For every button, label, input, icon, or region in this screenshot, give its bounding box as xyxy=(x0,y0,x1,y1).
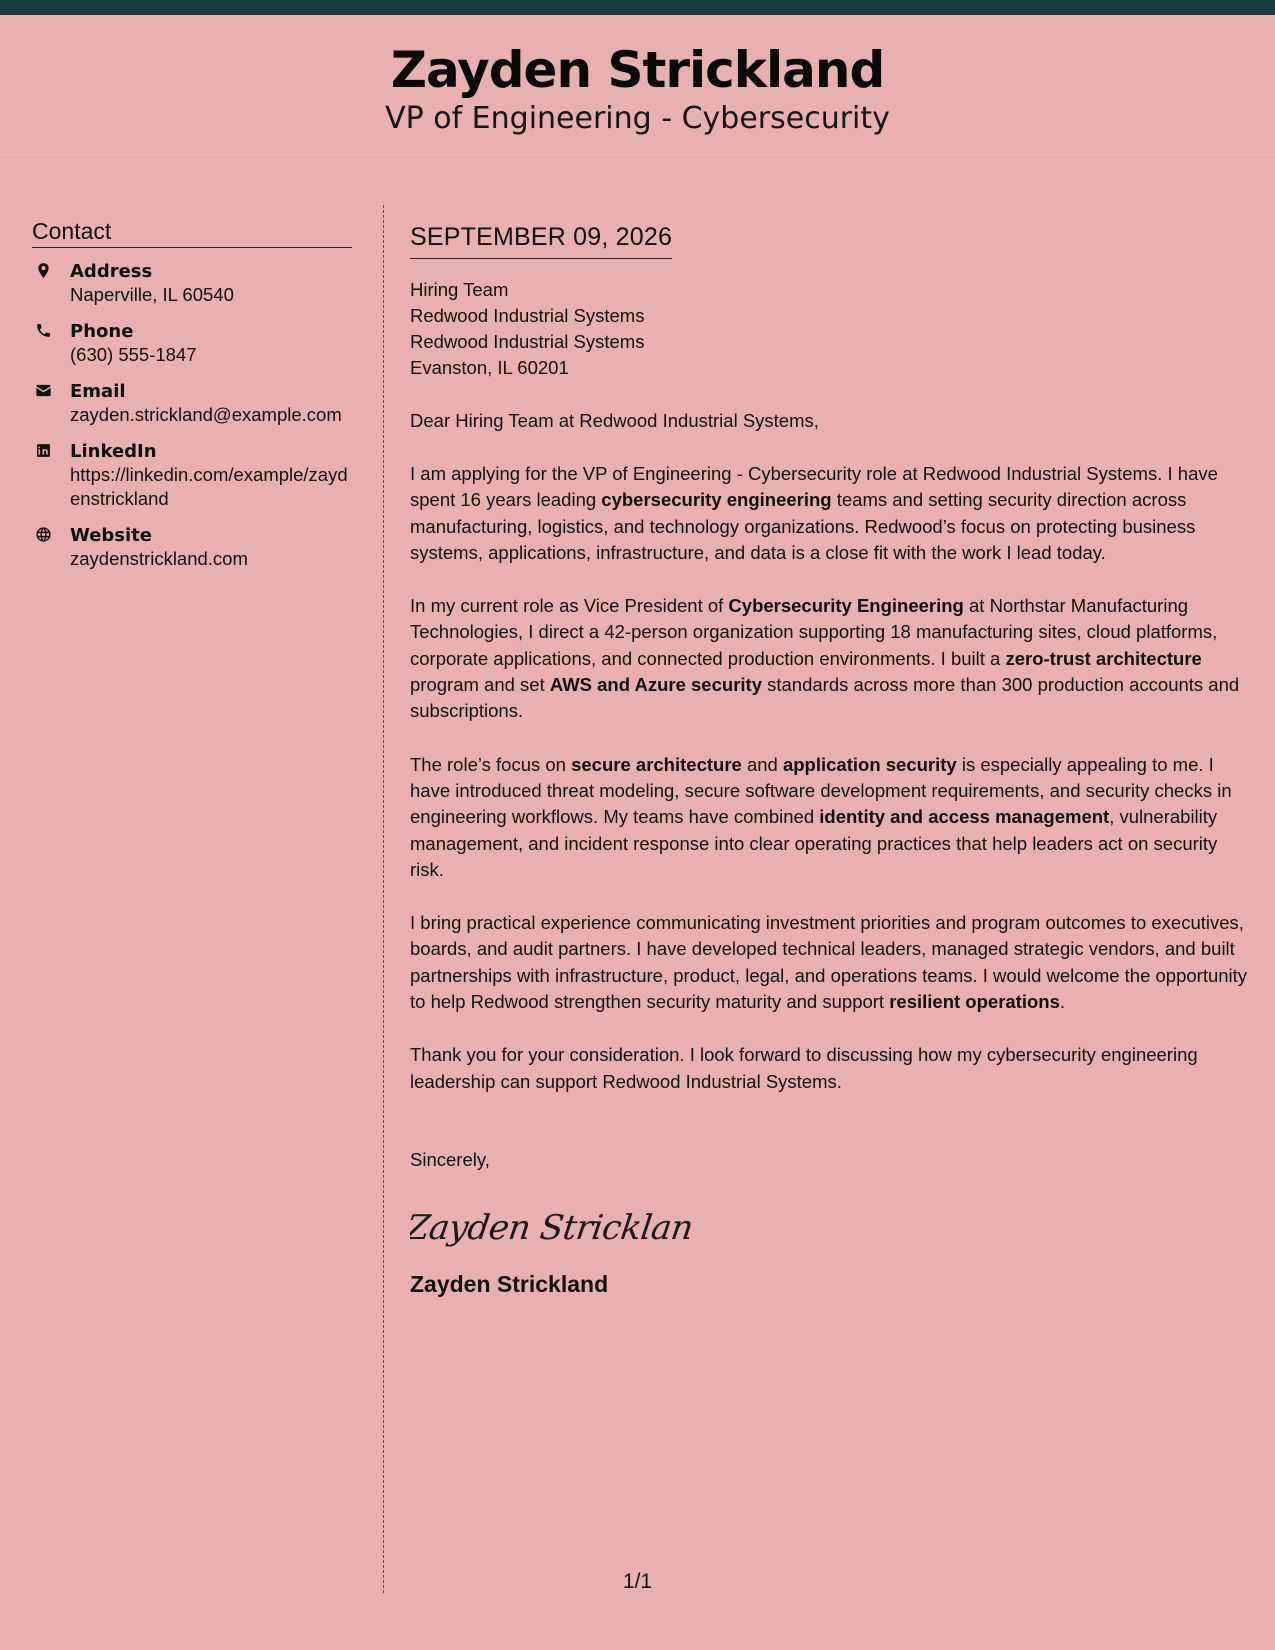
salutation: Dear Hiring Team at Redwood Industrial Systems, xyxy=(410,410,819,431)
linkedin-icon xyxy=(32,440,70,460)
recipient-block xyxy=(410,277,1250,381)
paragraph-text: I am applying for the VP of Engineering - Cybersecurity role at Redwood Industrial Systems. I have spent 16 years leading xyxy=(410,463,1218,511)
contact-value: Naperville, IL 60540 xyxy=(70,284,234,305)
candidate-name: Zayden Strickland xyxy=(390,41,885,99)
recipient-line: Redwood Industrial Systems xyxy=(410,305,645,326)
paragraph-text: program and set xyxy=(410,674,550,696)
candidate-title: VP of Engineering - Cybersecurity xyxy=(385,101,890,136)
page-number: 1/1 xyxy=(622,1570,653,1593)
paragraph-text: and xyxy=(741,753,783,775)
svg-text:Zayden Stricklan: Zayden Stricklan xyxy=(410,1208,696,1248)
highlighted-phrase: Cybersecurity Engineering xyxy=(728,595,964,617)
letter-date: SEPTEMBER 09, 2026 xyxy=(410,222,672,259)
globe-icon xyxy=(32,524,70,544)
recipient-line: Hiring Team xyxy=(410,279,509,300)
paragraph-text: The role’s focus on xyxy=(410,753,572,775)
contact-label: Website xyxy=(70,525,153,546)
paragraph-text: In my current role as Vice President of xyxy=(410,595,729,617)
contact-item-website xyxy=(32,524,352,571)
contact-item-linkedin xyxy=(32,440,352,511)
signature-image xyxy=(410,1201,1250,1253)
contact-list xyxy=(32,260,352,571)
contact-value: https://linkedin.com/example/zaydenstrickland xyxy=(70,464,348,509)
contact-item-address xyxy=(32,260,352,307)
highlighted-phrase: cybersecurity engineering xyxy=(601,489,832,511)
contact-item-phone xyxy=(32,320,352,367)
paragraph-text: standards across more than 300 production accounts and subscriptions. xyxy=(410,674,1240,722)
highlighted-phrase: identity and access management xyxy=(819,806,1110,828)
contact-item-email xyxy=(32,380,352,427)
paragraph-text: I bring practical experience communicating investment priorities and program outcomes to executives, boards, and audit partners. I have developed technical leaders, managed strategic vendors, and built partnerships with infrastructure, product, legal, and operations teams. I would welcome the opportunity to help Redwood strengthen security maturity and support xyxy=(410,912,1248,1013)
paragraph-text: at Northstar Manufacturing Technologies, I direct a 42-person organization supporting 18 manufacturing sites, cloud platforms, corporate applications, and connected production environments. I built a xyxy=(410,595,1218,669)
signer-name: Zayden Strickland xyxy=(410,1270,609,1297)
top-color-bar xyxy=(0,0,1275,15)
highlighted-phrase: secure architecture xyxy=(571,753,742,775)
highlighted-phrase: application security xyxy=(782,753,957,775)
contact-value: (630) 555-1847 xyxy=(70,344,197,365)
recipient-line: Redwood Industrial Systems xyxy=(410,331,645,352)
phone-icon xyxy=(32,320,70,340)
envelope-icon xyxy=(32,380,70,400)
contact-label: Phone xyxy=(70,321,134,342)
contact-label: Address xyxy=(70,261,153,282)
letter-paragraph xyxy=(410,1042,1250,1095)
highlighted-phrase: zero-trust architecture xyxy=(1005,647,1202,669)
paragraph-text: Thank you for your consideration. I look forward to discussing how my cybersecurity engineering leadership can support Redwood Industrial Systems. xyxy=(410,1044,1198,1092)
contact-value: zayden.strickland@example.com xyxy=(70,404,342,425)
paragraph-text: . xyxy=(1059,991,1066,1013)
map-pin-icon xyxy=(32,260,70,280)
highlighted-phrase: resilient operations xyxy=(889,991,1060,1013)
paragraph-text: , vulnerability management, and incident response into clear operating practices that help leaders act on security risk. xyxy=(410,806,1218,880)
contact-sidebar xyxy=(32,218,352,584)
letter-paragraph xyxy=(410,461,1250,566)
column-divider xyxy=(383,205,384,1593)
contact-value: zaydenstrickland.com xyxy=(70,548,248,569)
closing: Sincerely, xyxy=(410,1148,490,1170)
contact-label: LinkedIn xyxy=(70,441,157,462)
letter-body xyxy=(410,222,1250,1298)
recipient-line: Evanston, IL 60201 xyxy=(410,357,569,378)
contact-label: Email xyxy=(70,381,126,402)
letter-paragraphs xyxy=(410,461,1250,1095)
letter-paragraph xyxy=(410,752,1250,883)
paragraph-text: is especially appealing to me. I have introduced threat modeling, secure software development requirements, and security checks in engineering workflows. My teams have combined xyxy=(410,753,1232,828)
contact-heading: Contact xyxy=(32,218,352,248)
letter-paragraph xyxy=(410,910,1250,1015)
paragraph-text: teams and setting security direction across manufacturing, logistics, and technology organizations. Redwood’s focus on protecting business systems, applications, infrastructure, and data is a close fit with the work I lead today. xyxy=(410,489,1196,563)
page-header xyxy=(0,15,1275,155)
highlighted-phrase: AWS and Azure security xyxy=(549,674,762,696)
letter-paragraph xyxy=(410,593,1250,724)
